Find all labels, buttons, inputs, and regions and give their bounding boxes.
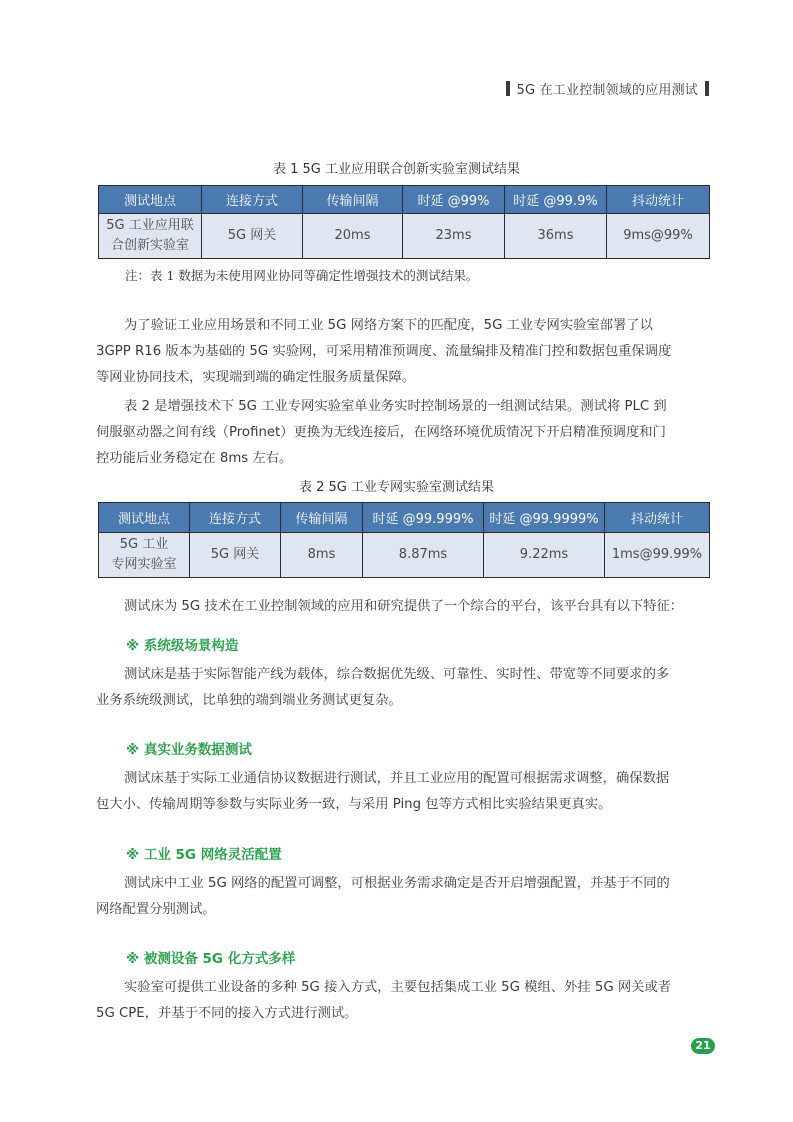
table1-cell-interval: 20ms [303, 214, 403, 259]
table-row [99, 214, 710, 259]
paragraph-2 [96, 394, 710, 472]
table1-col-latency-b: 时延 @99.9% [505, 186, 607, 214]
header-bar-left [506, 81, 510, 96]
header-bar-right [705, 81, 709, 96]
section-heading-system-scene: ※ 系统级场景构造 [126, 638, 239, 654]
paragraph-line: 测试床为 5G 技术在工业控制领域的应用和研究提供了一个综合的平台，该平台具有以下特征： [124, 599, 684, 614]
section-heading-device-access: ※ 被测设备 5G 化方式多样 [126, 951, 296, 967]
paragraph-line: 测试床是基于实际智能产线为载体，综合数据优先级、可靠性、实时性、带宽等不同要求的多 [124, 667, 670, 682]
running-header [506, 80, 709, 96]
table1-location-line2: 合创新实验室 [110, 238, 189, 253]
page-number-badge: 21 [691, 1038, 715, 1054]
paragraph-line: 实验室可提供工业设备的多种 5G 接入方式，主要包括集成工业 5G 模组、外挂 5G 网关或者 [124, 980, 672, 995]
table1-col-jitter: 抖动统计 [607, 186, 710, 214]
table2-cell-location [99, 533, 190, 578]
paragraph-line: 测试床中工业 5G 网络的配置可调整，可根据业务需求确定是否开启增强配置，并基于不同的 [124, 876, 670, 891]
table1-cell-jitter: 9ms@99% [607, 214, 710, 259]
table2-location-line2: 专网实验室 [111, 557, 177, 572]
table2-col-latency-b: 时延 @99.9999% [484, 503, 605, 533]
table2-col-jitter: 抖动统计 [605, 503, 710, 533]
table2-caption: 表 2 5G 工业专网实验室测试结果 [298, 480, 494, 495]
table2-cell-latency-b: 9.22ms [484, 533, 605, 578]
table1-cell-connection: 5G 网关 [202, 214, 303, 259]
paragraph-line: 5G CPE，并基于不同的接入方式进行测试。 [96, 1006, 358, 1021]
paragraph-line: 3GPP R16 版本为基础的 5G 实验网，可采用精准预调度、流量编排及精准门控和数据包重保调度 [96, 344, 672, 359]
table2-cell-connection: 5G 网关 [190, 533, 281, 578]
table1-col-interval: 传输间隔 [303, 186, 403, 214]
table2-col-connection: 连接方式 [190, 503, 281, 533]
table2-header-row [99, 503, 710, 533]
table1-col-latency-a: 时延 @99% [403, 186, 505, 214]
section-heading-real-data: ※ 真实业务数据测试 [126, 742, 252, 758]
table2-cell-latency-a: 8.87ms [363, 533, 484, 578]
table2-cell-interval: 8ms [281, 533, 363, 578]
table2-cell-jitter: 1ms@99.99% [605, 533, 710, 578]
table1-cell-latency-a: 23ms [403, 214, 505, 259]
table1-col-connection: 连接方式 [202, 186, 303, 214]
paragraph-4 [96, 662, 710, 714]
table1-header-row [99, 186, 710, 214]
paragraph-6 [96, 871, 710, 923]
paragraph-line: 网络配置分别测试。 [96, 902, 216, 917]
paragraph-1 [96, 313, 710, 391]
table1-col-location: 测试地点 [99, 186, 202, 214]
table2-col-interval: 传输间隔 [281, 503, 363, 533]
paragraph-line: 等网业协同技术，实现端到端的确定性服务质量保障。 [96, 370, 416, 385]
section-heading-flexible-config: ※ 工业 5G 网络灵活配置 [126, 847, 282, 863]
table1-cell-latency-b: 36ms [505, 214, 607, 259]
paragraph-5 [96, 766, 710, 818]
paragraph-line: 表 2 是增强技术下 5G 工业专网实验室单业务实时控制场景的一组测试结果。测试将 PLC 到 [124, 399, 667, 414]
paragraph-3 [96, 594, 710, 620]
table1-cell-location [99, 214, 202, 259]
table1-note: 注：表 1 数据为未使用网业协同等确定性增强技术的测试结果。 [125, 268, 479, 283]
paragraph-7 [96, 975, 710, 1027]
table2 [98, 502, 710, 578]
paragraph-line: 为了验证工业应用场景和不同工业 5G 网络方案下的匹配度，5G 工业专网实验室部署了以 [124, 318, 653, 333]
paragraph-line: 伺服驱动器之间有线（Profinet）更换为无线连接后，在网络环境优质情况下开启精准预调度和门 [96, 425, 666, 440]
paragraph-line: 包大小、传输周期等参数与实际业务一致，与采用 Ping 包等方式相比实验结果更真实。 [96, 797, 612, 812]
table1-location-line1: 5G 工业应用联 [106, 218, 194, 233]
table2-location-line1: 5G 工业 [119, 537, 169, 552]
table2-col-latency-a: 时延 @99.999% [363, 503, 484, 533]
paragraph-line: 业务系统级测试，比单独的端到端业务测试更复杂。 [96, 693, 402, 708]
paragraph-line: 测试床基于实际工业通信协议数据进行测试，并且工业应用的配置可根据需求调整，确保数据 [124, 771, 670, 786]
table1 [98, 185, 710, 259]
table1-caption: 表 1 5G 工业应用联合创新实验室测试结果 [272, 162, 520, 177]
header-title: 5G 在工业控制领域的应用测试 [516, 82, 698, 98]
table2-col-location: 测试地点 [99, 503, 190, 533]
paragraph-line: 控功能后业务稳定在 8ms 左右。 [96, 451, 293, 466]
table-row [99, 533, 710, 578]
